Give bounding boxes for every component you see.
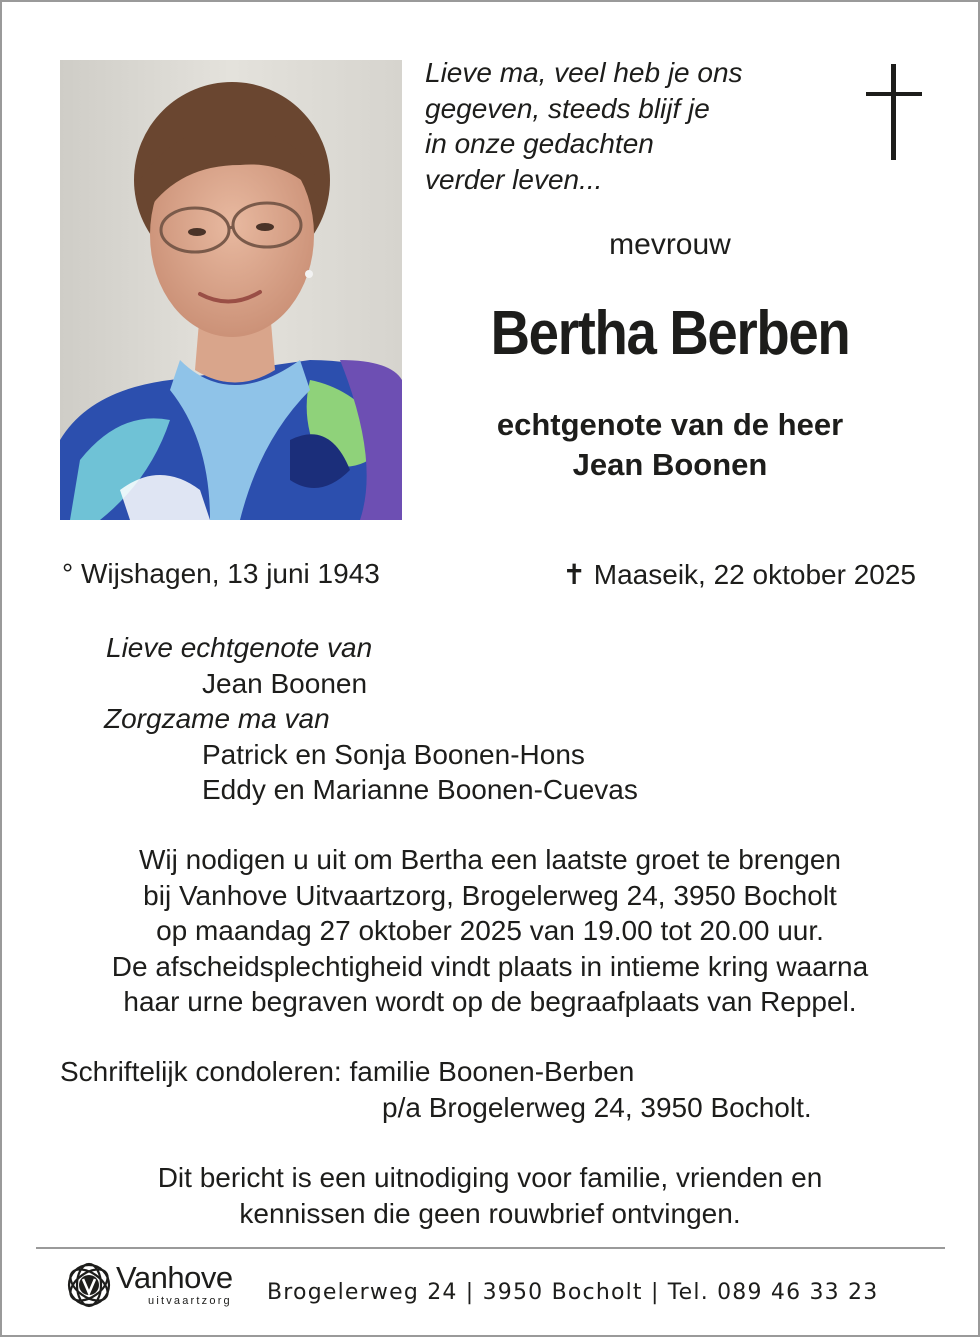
- logo-name: Vanhove: [116, 1260, 233, 1295]
- salutation: mevrouw: [609, 228, 731, 261]
- memorial-poem: [425, 55, 825, 197]
- condolence-address: [60, 1054, 812, 1125]
- footer-divider: [36, 1247, 945, 1249]
- vanhove-logo-icon: [64, 1260, 114, 1310]
- invitation-line: haar urne begraven wordt op de begraafplaats van Reppel.: [123, 986, 857, 1017]
- poem-line: verder leven...: [425, 163, 603, 195]
- family-member: Patrick en Sonja Boonen-Hons: [202, 738, 585, 770]
- vanhove-logo: [64, 1258, 254, 1318]
- poem-line: in onze gedachten: [425, 128, 654, 159]
- condolence-line: p/a Brogelerweg 24, 3950 Bocholt.: [382, 1091, 812, 1123]
- family-list: [0, 630, 980, 808]
- death-info: ✝ Maaseik, 22 oktober 2025: [562, 559, 916, 590]
- poem-line: gegeven, steeds blijf je: [425, 92, 710, 124]
- family-role: Zorgzame ma van: [104, 703, 330, 734]
- spouse-name: Jean Boonen: [572, 447, 768, 482]
- deceased-name: Bertha Berben: [490, 299, 850, 368]
- poem-line: Lieve ma, veel heb je ons: [425, 57, 743, 88]
- logo-subtitle: uitvaartzorg: [148, 1295, 232, 1307]
- invitation-line: Wij nodigen u uit om Bertha een laatste groet te brengen: [139, 844, 841, 875]
- birth-info: ° Wijshagen, 13 juni 1943: [62, 558, 380, 589]
- cross-icon: [866, 64, 922, 160]
- spouse-info: [420, 405, 920, 485]
- family-member: Jean Boonen: [202, 667, 368, 699]
- family-member: Eddy en Marianne Boonen-Cuevas: [202, 774, 638, 805]
- family-role: Lieve echtgenote van: [106, 632, 373, 663]
- notice-line: kennissen die geen rouwbrief ontvingen.: [239, 1197, 741, 1229]
- notice-line: Dit bericht is een uitnodiging voor familie, vrienden en: [157, 1162, 823, 1193]
- invitation-line: bij Vanhove Uitvaartzorg, Brogelerweg 24, 3950 Bocholt: [143, 879, 837, 911]
- notice-text: [0, 1160, 980, 1231]
- footer-contact: Brogelerweg 24 | 3950 Bocholt | Tel. 089 46 33 23: [267, 1280, 879, 1305]
- invitation-text: [0, 842, 980, 1020]
- invitation-line: De afscheidsplechtigheid vindt plaats in intieme kring waarna: [111, 950, 869, 982]
- condolence-line: Schriftelijk condoleren: familie Boonen-Berben: [60, 1056, 635, 1087]
- portrait-photo: [60, 60, 402, 520]
- invitation-line: op maandag 27 oktober 2025 van 19.00 tot 20.00 uur.: [156, 915, 824, 946]
- spouse-line: echtgenote van de heer: [496, 407, 844, 442]
